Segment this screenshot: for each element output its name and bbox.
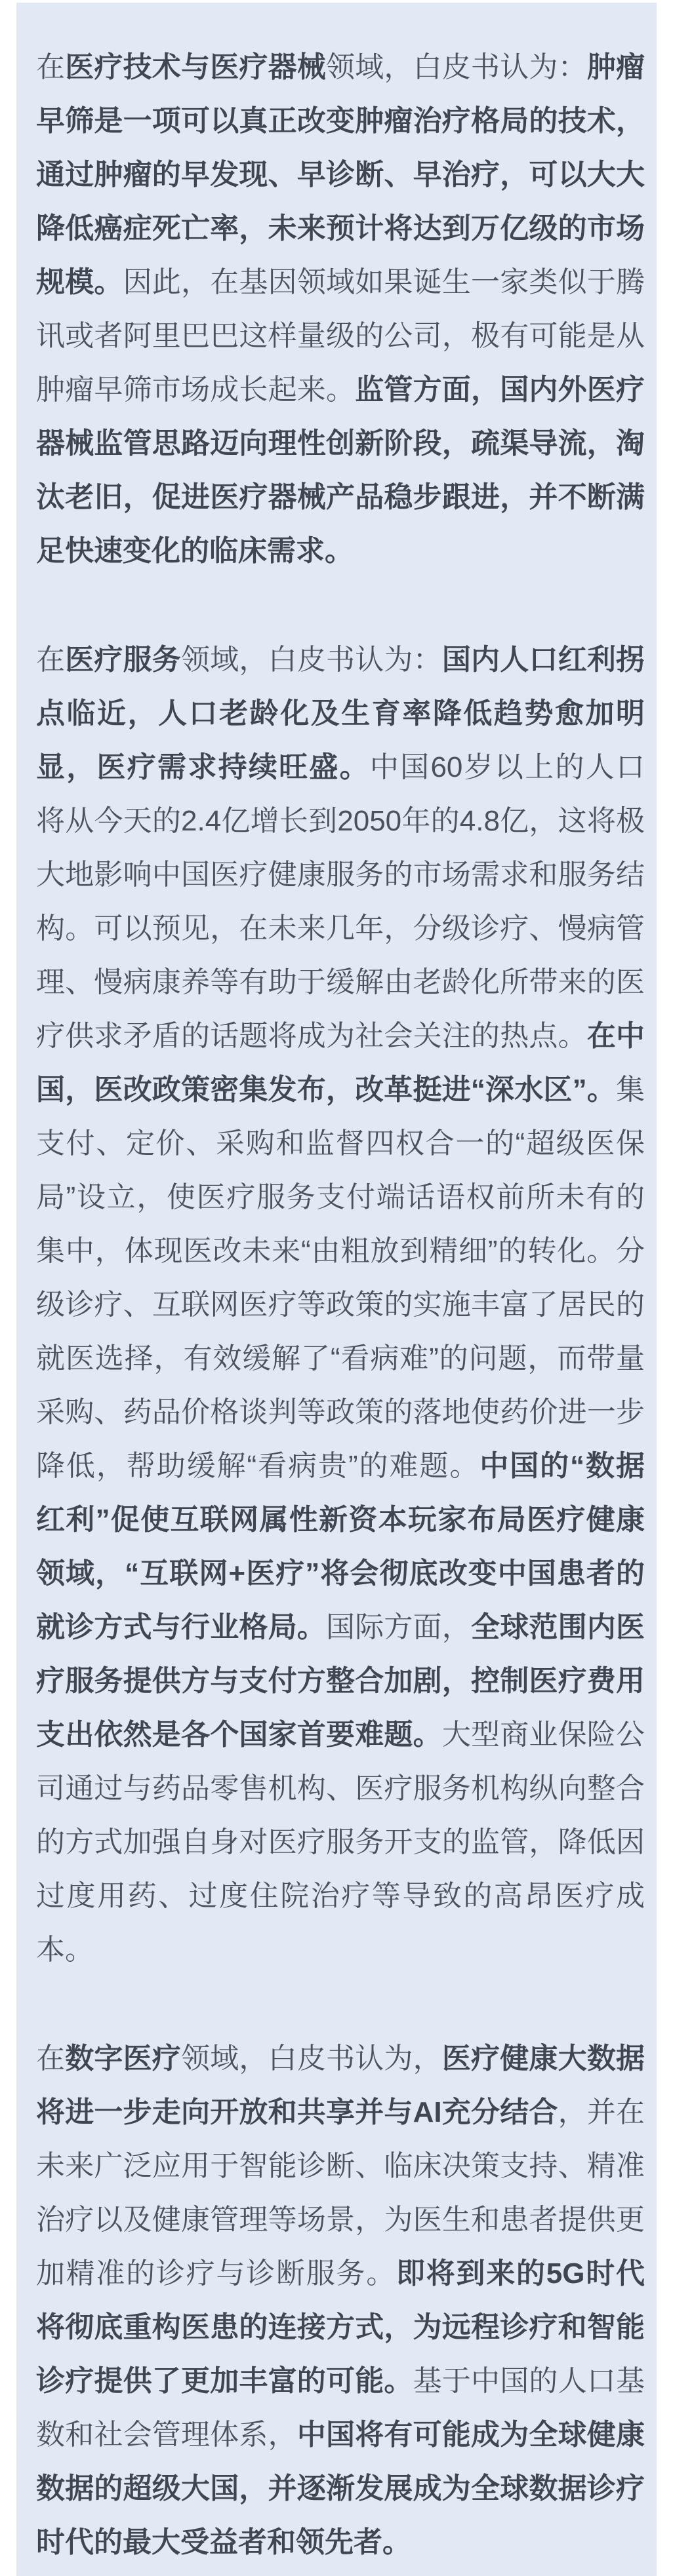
text-run: 在 — [36, 644, 66, 676]
text-run: 国际方面， — [326, 1611, 471, 1643]
text-run: 中国60岁以上的人口将从今天的2.4亿增长到2050年的4.8亿，这将极大地影响中国医疗健康服务的市场需求和服务结构。可以预见，在未来几年，分级诊疗、慢病管理、慢病康养等有助于缓解由老龄化所带来的医疗供求矛盾的话题将成为社会关注的热点。 — [36, 751, 645, 1052]
article-panel — [16, 3, 657, 2576]
article-body — [36, 41, 645, 2569]
text-run: 基于中国的人口基数和社会管理体系， — [36, 2365, 645, 2451]
bold-text-run: 医疗技术与医疗器械 — [65, 51, 327, 83]
bold-text-run: 全球范围内医疗服务提供方与支付方整合加剧，控制医疗费用支出依然是各个国家首要难题。 — [36, 1611, 645, 1751]
bold-text-run: 中国将有可能成为全球健康数据的超级大国，并逐渐发展成为全球数据诊疗时代的最大受益者和领先者。 — [36, 2419, 645, 2558]
bold-text-run: 中国的“数据红利”促使互联网属性新资本玩家布局医疗健康领域，“互联网+医疗”将会彻底改变中国患者的就诊方式与行业格局。 — [36, 1450, 645, 1643]
text-run: 在 — [36, 2042, 66, 2075]
text-run: 在 — [36, 51, 66, 83]
text-run: 因此，在基因领域如果诞生一家类似于腾讯或者阿里巴巴这样量级的公司，极有可能是从肿瘤早筛市场成长起来。 — [36, 266, 645, 406]
bold-text-run: 数字医疗 — [65, 2042, 182, 2075]
paragraph — [36, 633, 645, 1977]
text-run: 集支付、定价、采购和监督四权合一的“超级医保局”设立，使医疗服务支付端话语权前所未有的集中，体现医改未来“由粗放到精细”的转化。分级诊疗、互联网医疗等政策的实施丰富了居民的就医选择，有效缓解了“看病难”的问题，而带量采购、药品价格谈判等政策的落地使药价进一步降低，帮助缓解“看病贵”的难题。 — [36, 1074, 645, 1482]
bold-text-run: 监管方面，国内外医疗器械监管思路迈向理性创新阶段，疏渠导流，淘汰老旧，促进医疗器械产品稳步跟进，并不断满足快速变化的临床需求。 — [36, 374, 645, 567]
bold-text-run: 医疗健康大数据将进一步走向开放和共享并与AI充分结合 — [36, 2042, 645, 2128]
text-run: ，并在未来广泛应用于智能诊断、临床决策支持、精准治疗以及健康管理等场景，为医生和患者提供更加精准的诊疗与诊断服务。 — [36, 2096, 645, 2290]
text-run: 领域，白皮书认为， — [181, 2042, 442, 2075]
bold-text-run: 在中国，医改政策密集发布，改革挺进“深水区”。 — [36, 1020, 645, 1106]
bold-text-run: 国内人口红利拐点临近，人口老龄化及生育率降低趋势愈加明显，医疗需求持续旺盛。 — [36, 644, 645, 783]
page-body — [0, 3, 673, 2576]
paragraph — [36, 2032, 645, 2569]
bold-text-run: 即将到来的5G时代将彻底重构医患的连接方式，为远程诊疗和智能诊疗提供了更加丰富的可能。 — [36, 2257, 645, 2397]
paragraph — [36, 41, 645, 578]
bold-text-run: 肿瘤早筛是一项可以真正改变肿瘤治疗格局的技术，通过肿瘤的早发现、早诊断、早治疗，可以大大降低癌症死亡率，未来预计将达到万亿级的市场规模。 — [36, 51, 645, 298]
text-run: 大型商业保险公司通过与药品零售机构、医疗服务机构纵向整合的方式加强自身对医疗服务开支的监管，降低因过度用药、过度住院治疗等导致的高昂医疗成本。 — [36, 1719, 645, 1966]
bold-text-run: 医疗服务 — [65, 644, 182, 676]
text-run: 领域，白皮书认为： — [181, 644, 442, 676]
text-run: 领域，白皮书认为： — [326, 51, 587, 83]
